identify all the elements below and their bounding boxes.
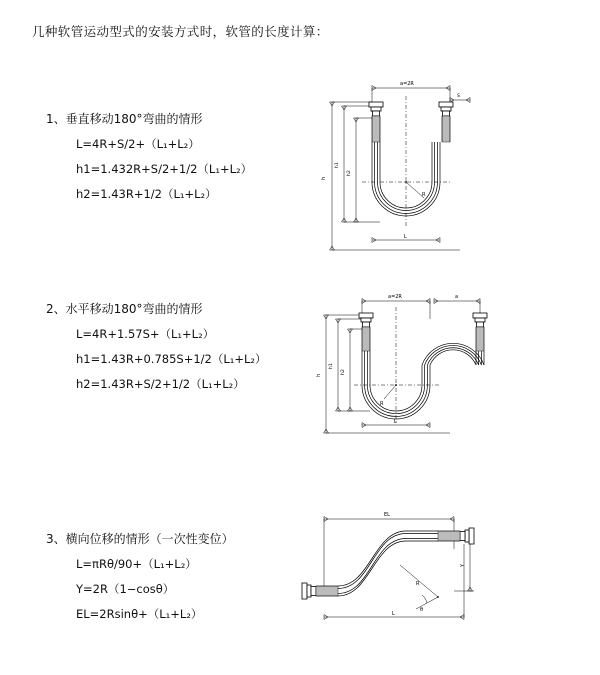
section-3 bbox=[46, 530, 234, 622]
section-1-heading: 1、垂直移动180°弯曲的情形 bbox=[46, 112, 203, 126]
section-3-formula-2: Y=2R（1−cosθ） bbox=[76, 582, 175, 596]
section-3-formula-3: EL=2Rsinθ+（L₁+L₂） bbox=[76, 607, 203, 621]
svg-text:h2: h2 bbox=[347, 170, 352, 176]
svg-text:h2: h2 bbox=[341, 369, 346, 375]
svg-text:h1: h1 bbox=[329, 363, 334, 369]
figure-lateral-offset bbox=[288, 505, 488, 635]
svg-text:a=2R: a=2R bbox=[400, 81, 414, 87]
svg-text:θ: θ bbox=[420, 607, 424, 613]
svg-text:L: L bbox=[404, 234, 407, 240]
svg-text:R: R bbox=[416, 581, 420, 587]
section-1-formula-2: h1=1.432R+S/2+1/2（L₁+L₂） bbox=[76, 162, 253, 176]
svg-text:L: L bbox=[392, 611, 395, 617]
section-3-formula-1: L=πRθ/90+（L₁+L₂） bbox=[76, 557, 197, 571]
page-title: 几种软管运动型式的安装方式时，软管的长度计算： bbox=[32, 24, 329, 39]
section-3-heading: 3、横向位移的情形（一次性变位） bbox=[46, 532, 234, 546]
section-2-formula-3: h2=1.43R+S/2+1/2（L₁+L₂） bbox=[76, 377, 245, 391]
section-1 bbox=[46, 110, 252, 202]
section-2 bbox=[46, 300, 267, 392]
svg-text:L: L bbox=[394, 419, 397, 425]
svg-text:R: R bbox=[380, 401, 384, 407]
svg-text:Y: Y bbox=[460, 563, 466, 567]
section-2-heading: 2、水平移动180°弯曲的情形 bbox=[46, 302, 203, 316]
svg-text:a=2R: a=2R bbox=[388, 294, 402, 300]
section-2-formula-1: L=4R+1.57S+（L₁+L₂） bbox=[76, 327, 215, 341]
svg-text:h1: h1 bbox=[335, 162, 340, 168]
svg-text:a: a bbox=[455, 294, 459, 300]
svg-text:EL: EL bbox=[384, 512, 390, 518]
section-2-formula-2: h1=1.43R+0.785S+1/2（L₁+L₂） bbox=[76, 352, 267, 366]
section-1-formula-3: h2=1.43R+1/2（L₁+L₂） bbox=[76, 187, 217, 201]
svg-text:h: h bbox=[316, 373, 322, 377]
svg-text:S: S bbox=[457, 94, 460, 99]
svg-text:h: h bbox=[321, 176, 327, 180]
svg-text:R: R bbox=[422, 192, 426, 198]
figure-vertical-180-bend bbox=[310, 72, 495, 262]
figure-horizontal-180-bend bbox=[310, 285, 500, 455]
section-1-formula-1: L=4R+S/2+（L₁+L₂） bbox=[76, 137, 200, 151]
